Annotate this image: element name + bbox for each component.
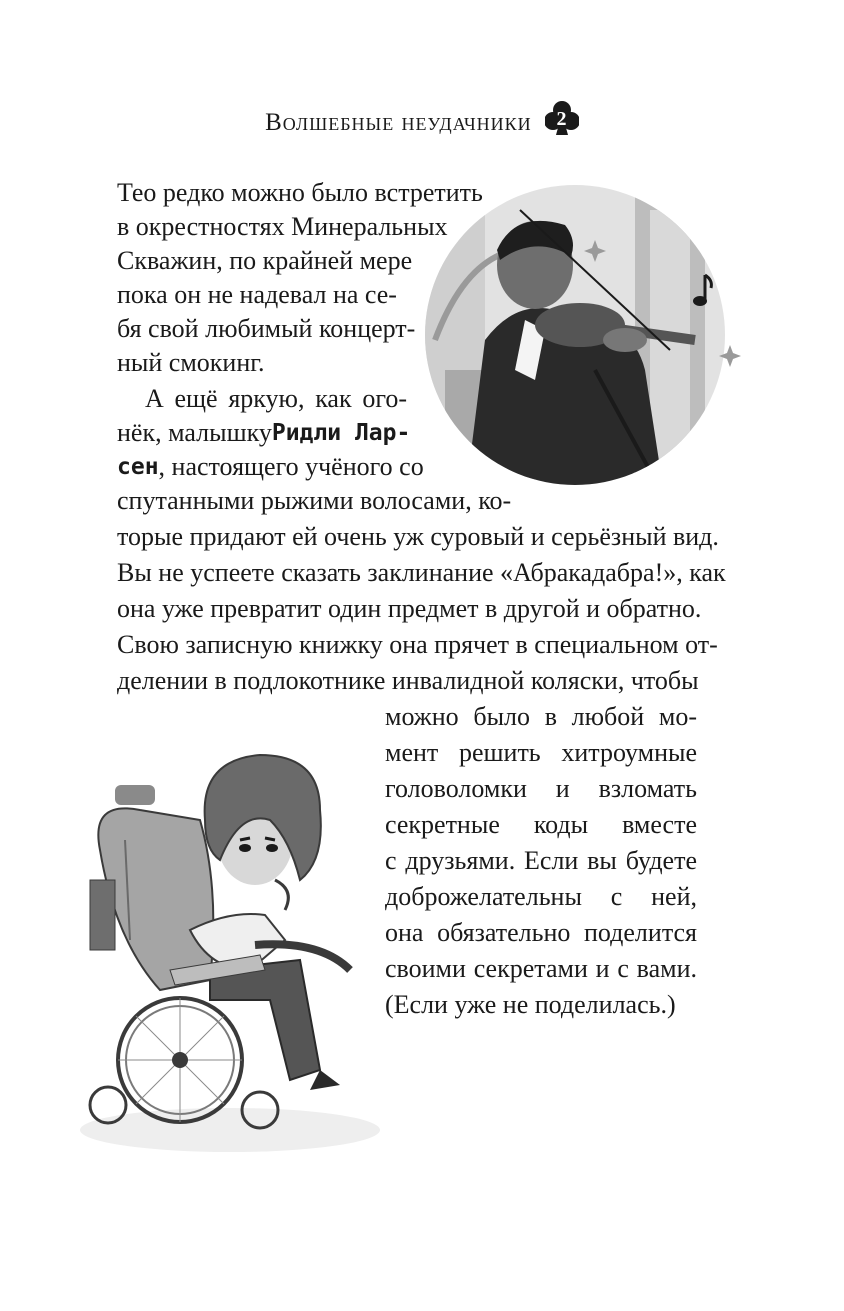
book-title: Волшебные неудачники — [265, 109, 532, 136]
text-line-13: она уже превратит один предмет в другой и обратно. — [117, 594, 702, 623]
text-line-19: секретные коды вместе — [385, 810, 697, 839]
text-line-18: головоломки и взломать — [385, 774, 697, 803]
text-line-16: можно было в любой мо- — [385, 702, 697, 731]
text-line-9-rest: , настоящего учёного со — [158, 452, 424, 481]
text-line-24: (Если уже не поделилась.) — [385, 990, 676, 1019]
text-line-8 — [117, 416, 411, 450]
text-line-1: Тео редко можно было встретить — [117, 178, 483, 207]
text-line-22: она обязательно поделится — [385, 918, 697, 947]
text-line-5: бя свой любимый концерт- — [117, 314, 416, 343]
character-name-highlight: Ридли Лар- — [271, 420, 411, 446]
text-line-6: ный смокинг. — [117, 348, 265, 377]
ridley-wheelchair-illustration — [70, 740, 380, 1160]
text-line-4: пока он не надевал на се- — [117, 280, 397, 309]
club-volume-icon — [545, 100, 579, 143]
text-line-14: Свою записную книжку она прячет в специальном от- — [117, 630, 718, 659]
text-line-9 — [117, 450, 422, 484]
text-line-10: спутанными рыжими волосами, ко- — [117, 486, 512, 515]
text-line-21: доброжелательны с ней, — [385, 882, 697, 911]
text-line-23: своими секретами и с вами. — [385, 954, 697, 983]
character-name-highlight-cont: сен — [117, 454, 159, 480]
text-line-11: торые придают ей очень уж суровый и серьёзный вид. — [117, 522, 719, 551]
text-line-12: Вы не успеете сказать заклинание «Абракадабра!», как — [117, 558, 726, 587]
running-header — [0, 100, 844, 143]
text-line-20: с друзьями. Если вы будете — [385, 846, 697, 875]
text-line-17: мент решить хитроумные — [385, 738, 697, 767]
theo-violin-illustration — [405, 180, 745, 500]
text-line-15: делении в подлокотнике инвалидной коляски, чтобы — [117, 666, 699, 695]
text-line-3: Скважин, по крайней мере — [117, 246, 413, 275]
text-line-8-start: нёк, малышку — [117, 418, 272, 447]
text-line-7: А ещё яркую, как ого- — [145, 384, 407, 413]
volume-number: 2 — [556, 108, 568, 130]
text-line-2: в окрестностях Минеральных — [117, 212, 448, 241]
